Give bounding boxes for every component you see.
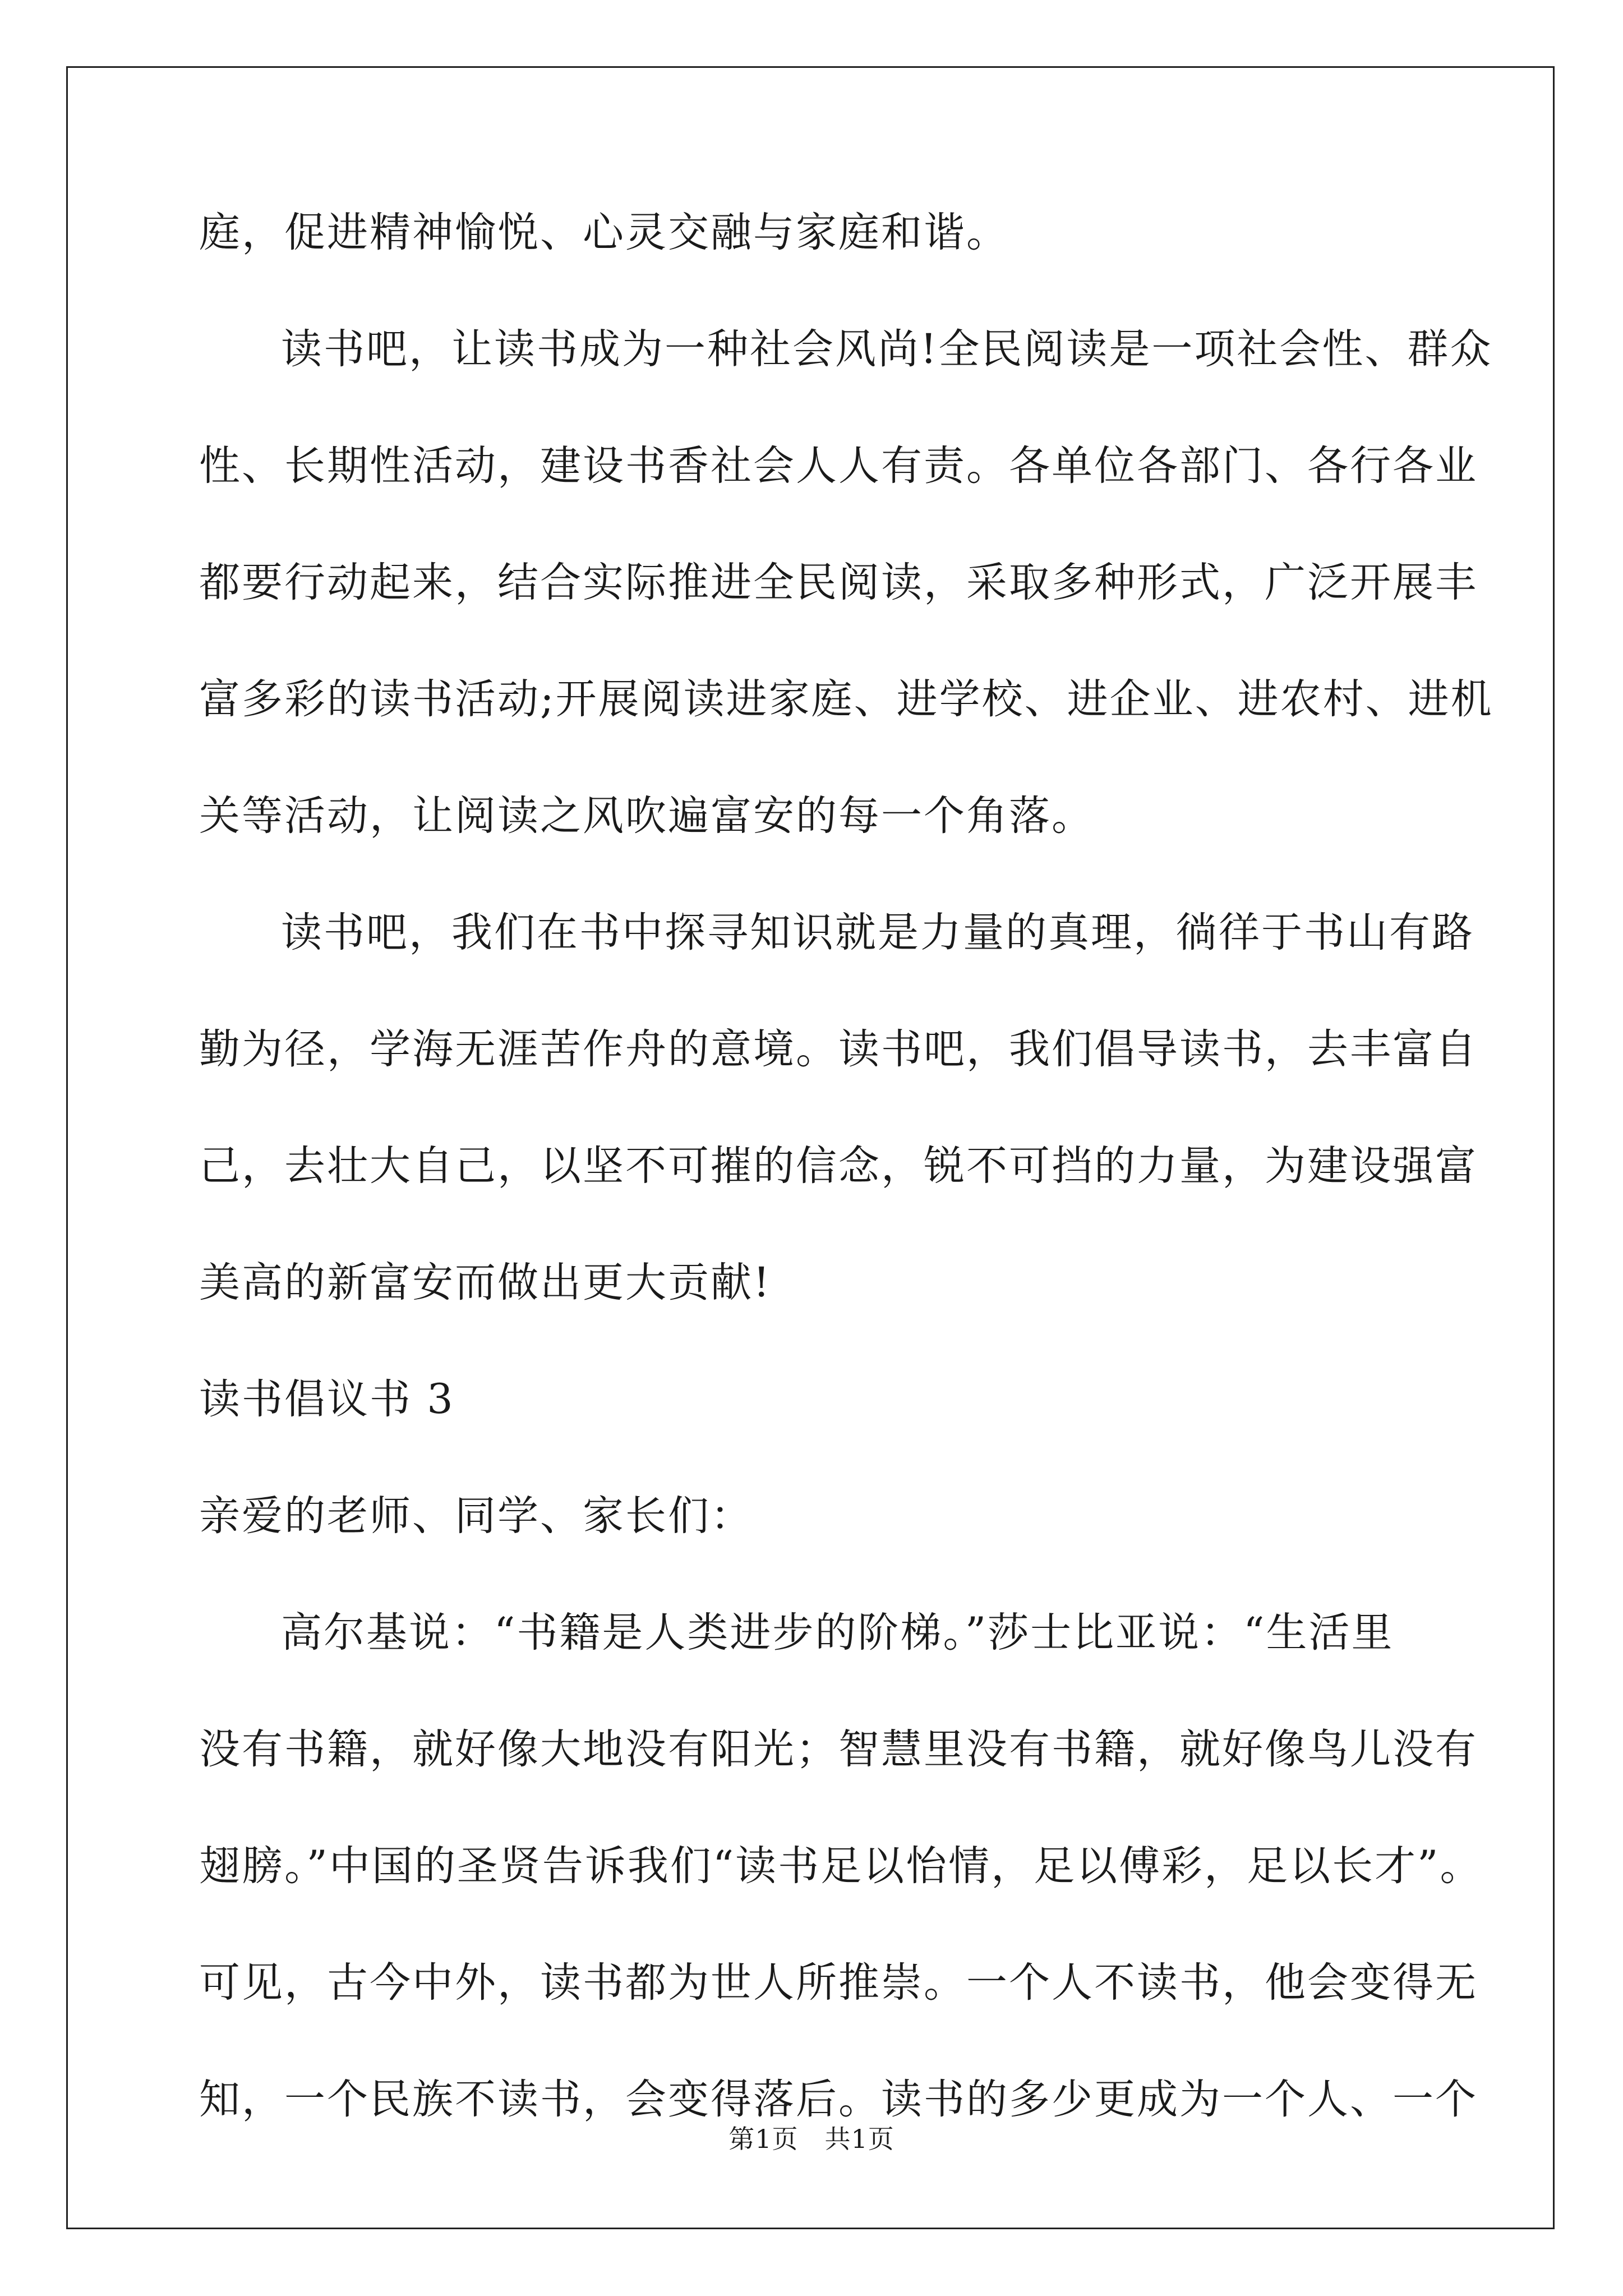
text-line: 富多彩的读书活动;开展阅读进家庭、进学校、进企业、进农村、进机: [199, 675, 1493, 723]
page-footer: 第1页 共1页: [728, 2124, 895, 2154]
text-line: 美高的新富安而做出更大贡献!: [199, 1259, 772, 1306]
text-line: 庭，促进精神愉悦、心灵交融与家庭和谐。: [199, 209, 1009, 256]
paragraph-start-line: 读书吧，让读书成为一种社会风尚!全民阅读是一项社会性、群众: [281, 325, 1493, 373]
text-line: 勤为径，学海无涯苦作舟的意境。读书吧，我们倡导读书，去丰富自: [199, 1025, 1478, 1073]
text-line: 己，去壮大自己，以坚不可摧的信念，锐不可挡的力量，为建设强富: [199, 1142, 1478, 1190]
paragraph-start-line: 高尔基说：“书籍是人类进步的阶梯。”莎士比亚说：“生活里: [281, 1609, 1394, 1657]
text-line: 没有书籍，就好像大地没有阳光；智慧里没有书籍，就好像鸟儿没有: [199, 1726, 1478, 1773]
text-line: 翅膀。”中国的圣贤告诉我们“读书足以怡情，足以傅彩，足以长才”。: [199, 1842, 1483, 1890]
document-body: [199, 209, 1493, 2196]
text-line: 可见，古今中外，读书都为世人所推崇。一个人不读书，他会变得无: [199, 1959, 1478, 2007]
text-line: 知，一个民族不读书，会变得落后。读书的多少更成为一个人、一个: [199, 2076, 1478, 2123]
text-line: 性、长期性活动，建设书香社会人人有责。各单位各部门、各行各业: [199, 442, 1478, 490]
text-line: 关等活动，让阅读之风吹遍富安的每一个角落。: [199, 792, 1094, 840]
salutation: 亲爱的老师、同学、家长们：: [199, 1492, 753, 1540]
paragraph-start-line: 读书吧，我们在书中探寻知识就是力量的真理，徜徉于书山有路: [281, 909, 1474, 956]
text-line: 都要行动起来，结合实际推进全民阅读，采取多种形式，广泛开展丰: [199, 559, 1478, 606]
section-heading: 读书倡议书 3: [199, 1375, 455, 1423]
